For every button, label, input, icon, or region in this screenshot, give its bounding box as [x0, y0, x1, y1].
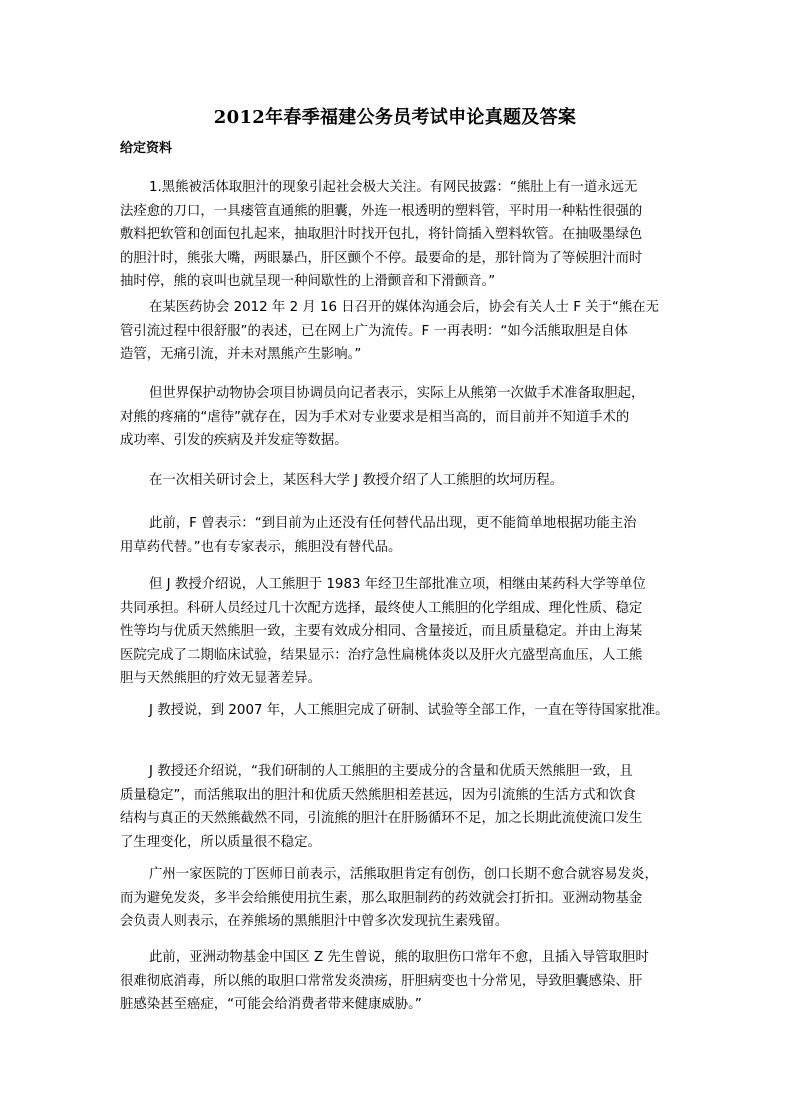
paragraph-line: 脏感染甚至癌症，“可能会给消费者带来健康威胁。” — [120, 997, 422, 1013]
paragraph-line: 造管，无痛引流，并未对黑熊产生影响。” — [120, 347, 362, 363]
paragraph-line: 此前，亚洲动物基金中国区 Z 先生曾说，熊的取胆伤口常年不愈，且插入导管取胆时 — [149, 950, 649, 965]
paragraph-line: 对熊的疼痛的“虐待”就存在，因为手术对专业要求是相当高的，而目前并不知道手术的 — [120, 409, 630, 425]
paragraph-line: 管引流过程中很舒服”的表述，已在网上广为流传。F 一再表明：“如今活熊取胆是自体 — [120, 323, 628, 339]
paragraph-3 — [120, 382, 680, 453]
paragraph-4 — [120, 469, 680, 493]
paragraph-line: 此前，F 曾表示：“到目前为止还没有任何替代品出现，更不能简单地根据功能主治 — [149, 516, 637, 531]
paragraph-line: 1.黑熊被活体取胆汁的现象引起社会极大关注。有网民披露：“熊肚上有一道永远无 — [149, 180, 638, 195]
paragraph-line: 会负责人则表示，在养熊场的黑熊胆汁中曾多次发现抗生素残留。 — [120, 914, 509, 930]
paragraph-line: 了生理变化，所以质量很不稳定。 — [120, 834, 321, 850]
paragraph-5 — [120, 512, 680, 559]
paragraph-line: J 教授还介绍说，“我们研制的人工熊胆的主要成分的含量和优质天然熊胆一致，且 — [149, 764, 633, 779]
paragraph-line: 医院完成了二期临床试验，结果显示：治疗急性扁桃体炎以及肝火亢盛型高血压，人工熊 — [120, 647, 643, 663]
paragraph-line: 在一次相关研讨会上，某医科大学 J 教授介绍了人工熊胆的坎坷历程。 — [149, 473, 564, 488]
paragraph-line: 的胆汁时，熊张大嘴，两眼暴凸，肝区颤个不停。最要命的是，那针筒为了等候胆汁而时 — [120, 250, 643, 266]
section-label: 给定资料 — [120, 141, 173, 156]
paragraph-line: 但 J 教授介绍说，人工熊胆于 1983 年经卫生部批准立项，相继由某药科大学等单位 — [149, 577, 646, 592]
paragraph-line: 结构与真正的天然熊截然不同，引流熊的胆汁在肝肠循环不足，加之长期此流使流口发生 — [120, 811, 643, 827]
paragraph-line: 在某医药协会 2012 年 2 月 16 日召开的媒体沟通会后，协会有关人士 F 关于“熊在无 — [149, 300, 660, 315]
paragraph-line: 抽时停，熊的哀叫也就呈现一种间歇性的上滑颤音和下滑颤音。” — [120, 274, 496, 290]
paragraph-8 — [120, 760, 680, 854]
paragraph-7 — [120, 699, 680, 723]
paragraph-line: 广州一家医院的丁医师日前表示，活熊取胆肯定有创伤，创口长期不愈合就容易发炎， — [149, 867, 658, 882]
paragraph-line: 敷料把软管和创面包扎起来，抽取胆汁时找开包扎，将针筒插入塑料软管。在抽吸墨绿色 — [120, 227, 643, 243]
paragraph-line: 成功率、引发的疾病及并发症等数据。 — [120, 433, 348, 449]
paragraph-line: J 教授说，到 2007 年，人工熊胆完成了研制、试验等全部工作，一直在等待国家批准。 — [149, 703, 669, 718]
paragraph-line: 很难彻底消毒，所以熊的取胆口常常发炎溃疡，肝胆病变也十分常见，导致胆囊感染、肝 — [120, 973, 643, 989]
paragraph-10 — [120, 946, 680, 1017]
paragraph-1 — [120, 176, 680, 294]
paragraph-line: 性等均与优质天然熊胆一致，主要有效成分相同、含量接近，而且质量稳定。并由上海某 — [120, 624, 643, 640]
paragraph-line: 用草药代替。”也有专家表示，熊胆没有替代品。 — [120, 539, 402, 555]
paragraph-line: 而为避免发炎，多半会给熊使用抗生素，那么取胆制药的药效就会打折扣。亚洲动物基金 — [120, 890, 643, 906]
paragraph-6 — [120, 573, 680, 691]
paragraph-line: 共同承担。科研人员经过几十次配方选择，最终使人工熊胆的化学组成、理化性质、稳定 — [120, 600, 643, 616]
paragraph-line: 胆与天然熊胆的疗效无显著差异。 — [120, 671, 321, 687]
paragraph-2 — [120, 296, 680, 367]
paragraph-line: 但世界保护动物协会项目协调员向记者表示，实际上从熊第一次做手术准备取胆起， — [149, 386, 645, 401]
document-title: 2012年春季福建公务员考试申论真题及答案 — [213, 107, 577, 128]
paragraph-line: 法痊愈的刀口，一具瘘管直通熊的胆囊，外连一根透明的塑料管，平时用一种粘性很强的 — [120, 203, 643, 219]
paragraph-9 — [120, 863, 680, 934]
paragraph-line: 质量稳定”，而活熊取出的胆汁和优质天然熊胆相差甚远，因为引流熊的生活方式和饮食 — [120, 787, 636, 803]
